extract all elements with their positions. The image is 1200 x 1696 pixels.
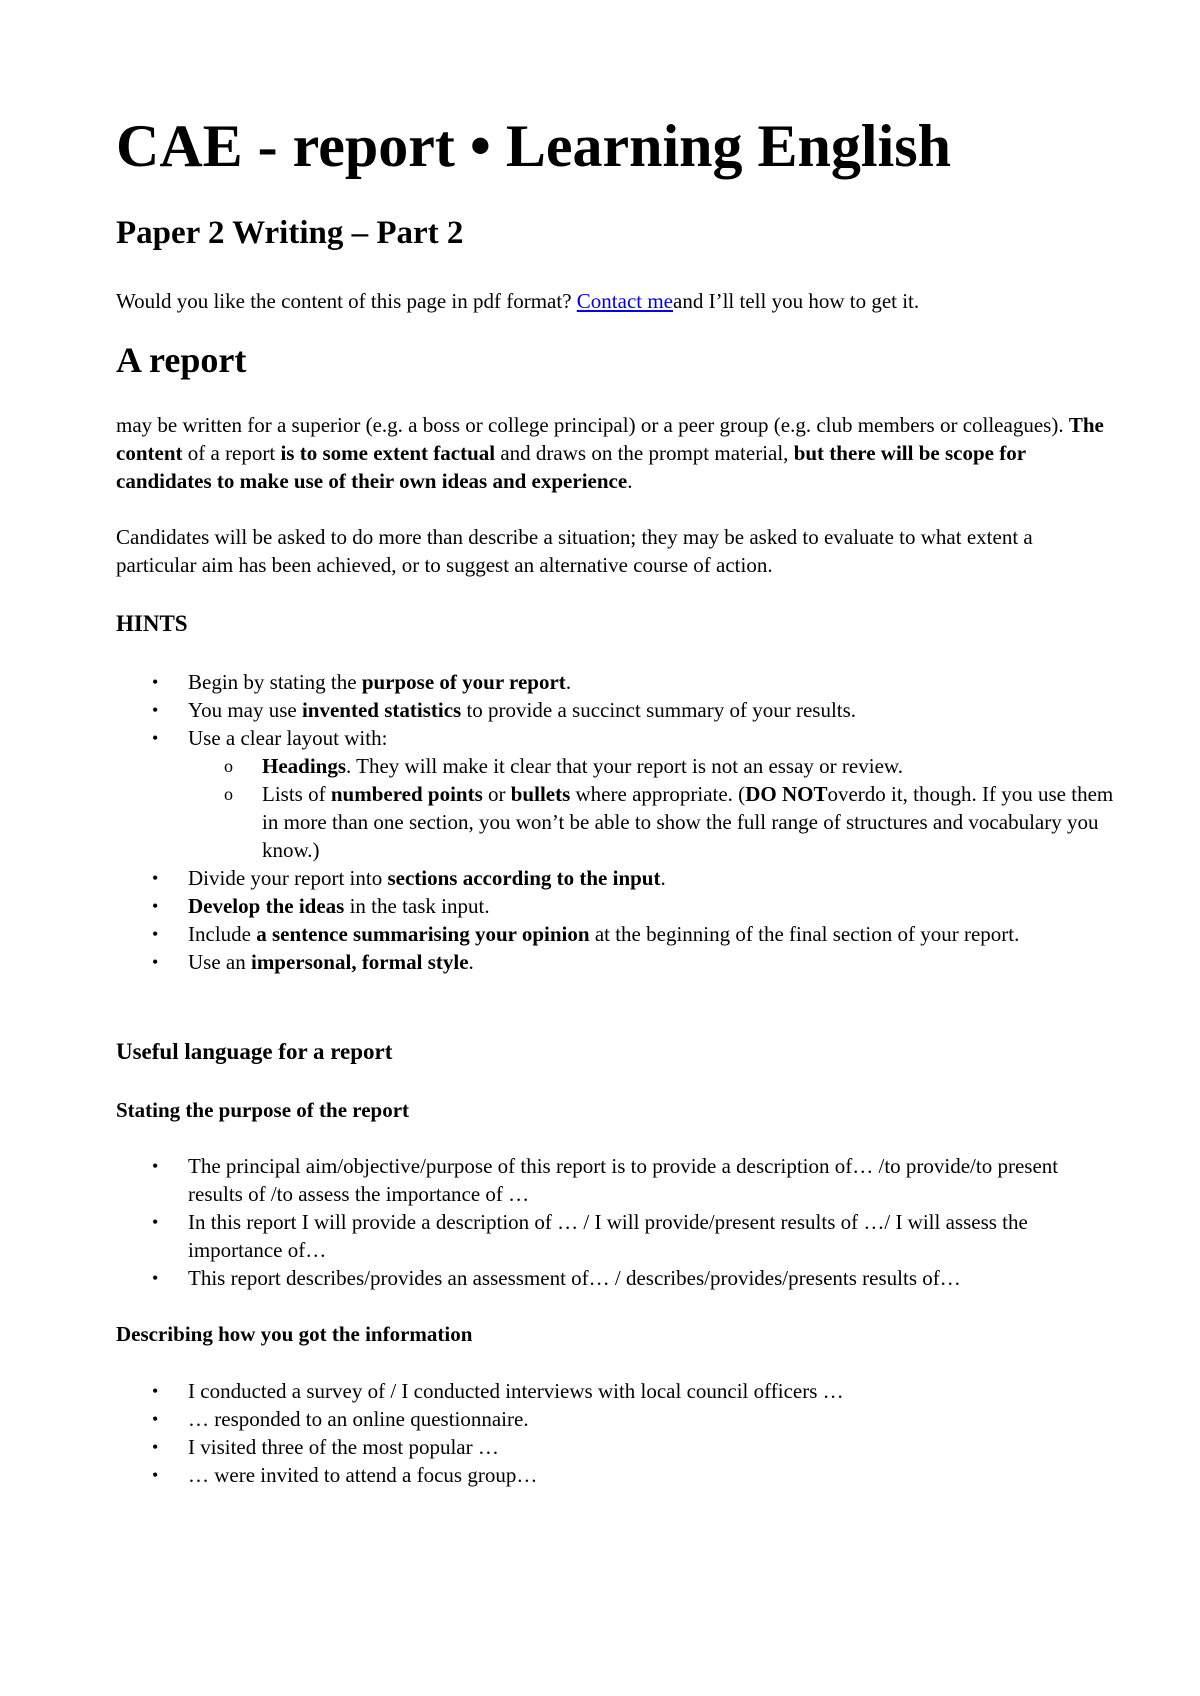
hint-text: to provide a succinct summary of your results. [461,698,857,722]
pdf-notice-text-before: Would you like the content of this page in pdf format? [116,289,577,313]
bullet-icon: • [152,1437,159,1457]
list-item-text: … were invited to attend a focus group… [188,1463,538,1487]
bullet-icon: • [152,1409,159,1429]
hint-text: Begin by stating the [188,670,362,694]
list-item-text: The principal aim/objective/purpose of this report is to provide a description of… /to provide/to present results of /to assess the importance of … [188,1154,1059,1206]
describing-info-list [116,1377,1116,1489]
hint-bold: Headings [262,754,347,778]
intro-text-2: of a report [182,441,281,465]
hint-bold: sections according to the input [387,866,661,890]
hint-text: Lists of [262,782,331,806]
intro-bold-3: but there will be scope for candidates to make use of their own ideas and experience [116,441,1026,493]
list-item [116,1433,1116,1461]
hint-text: Include [188,922,257,946]
bullet-icon: • [152,868,159,888]
hint-text: or [482,782,511,806]
pdf-notice [116,287,919,315]
stating-purpose-list [116,1152,1116,1292]
useful-language-heading: Useful language for a report [116,1039,393,1064]
hint-bold: purpose of your report [361,670,566,694]
hint-bold: DO NOT [745,782,828,806]
hint-bold: a sentence summarising your opinion [256,922,590,946]
intro-bold-2: is to some extent factual [280,441,496,465]
page-title: CAE - report • Learning English [116,113,951,179]
hint-text: . [660,866,666,890]
bullet-icon: • [152,924,159,944]
describing-info-heading: Describing how you got the information [116,1322,473,1346]
list-item [116,1405,1116,1433]
bullet-icon: • [152,1465,159,1485]
contact-me-link[interactable]: Contact me [576,289,674,313]
intro-bold-1: The content [116,413,1104,465]
list-item [116,1152,1116,1208]
list-item-text: … responded to an online questionnaire. [188,1407,529,1431]
bullet-icon: • [152,1381,159,1401]
hint-bold: impersonal, formal style [250,950,469,974]
hints-list [116,668,1116,976]
hints-heading: HINTS [116,611,188,636]
list-item-text: I visited three of the most popular … [188,1435,499,1459]
list-item [116,1377,1116,1405]
section-heading-report: A report [116,340,247,380]
hint-text: Divide your report into [188,866,388,890]
bullet-icon: • [152,728,159,748]
intro-text-3: and draws on the prompt material, [495,441,794,465]
stating-purpose-heading: Stating the purpose of the report [116,1098,410,1122]
hint-bold: numbered points [330,782,483,806]
circle-bullet-icon: o [224,784,233,804]
candidates-paragraph: Candidates will be asked to do more than describe a situation; they may be asked to evaluate to what extent a particular aim has been achieved, or to suggest an alternative course of action. [116,525,1033,577]
bullet-icon: • [152,1268,159,1288]
list-item [116,864,1116,892]
hint-text: overdo it, though. If you use them in more than one section, you won’t be able to show the full range of structures and vocabulary you know.) [262,782,1114,862]
list-item [116,920,1116,948]
layout-sublist [188,752,1116,864]
hint-bold: invented statistics [301,698,462,722]
bullet-icon: • [152,952,159,972]
list-item [116,892,1116,920]
hint-text: in the task input. [344,894,490,918]
hint-text: . [468,950,474,974]
bullet-icon: • [152,672,159,692]
bullet-icon: • [152,896,159,916]
hint-text: Use a clear layout with: [188,726,388,750]
list-item [116,1461,1116,1489]
hint-text: . They will make it clear that your report is not an essay or review. [346,754,903,778]
intro-text-1: may be written for a superior (e.g. a boss or college principal) or a peer group (e.g. club members or colleagues). [116,413,1069,437]
hint-text: You may use [188,698,302,722]
sub-list-item [116,780,1116,864]
hint-text: at the beginning of the final section of your report. [589,922,1020,946]
bullet-icon: • [152,1212,159,1232]
hint-text: where appropriate. ( [570,782,746,806]
bullet-icon: • [152,1156,159,1176]
intro-text-4: . [627,469,633,493]
hint-bold: bullets [510,782,571,806]
list-item [116,1264,1116,1292]
list-item [116,948,1116,976]
circle-bullet-icon: o [224,756,233,776]
list-item [116,724,1116,864]
list-item-text: This report describes/provides an assessment of… / describes/provides/presents results of… [188,1266,961,1290]
list-item [116,668,1116,696]
list-item-text: In this report I will provide a description of … / I will provide/present results of …/ I will assess the importance of… [188,1210,1028,1262]
pdf-notice-text-after: and I’ll tell you how to get it. [673,289,920,313]
list-item-text: I conducted a survey of / I conducted interviews with local council officers … [188,1379,844,1403]
bullet-icon: • [152,700,159,720]
hint-bold: Develop the ideas [188,894,345,918]
page-subtitle: Paper 2 Writing – Part 2 [116,215,464,251]
list-item [116,1208,1116,1264]
list-item [116,696,1116,724]
sub-list-item [116,752,1116,780]
intro-paragraph [116,411,1116,495]
hint-text: . [565,670,572,694]
hint-text: Use an [188,950,251,974]
